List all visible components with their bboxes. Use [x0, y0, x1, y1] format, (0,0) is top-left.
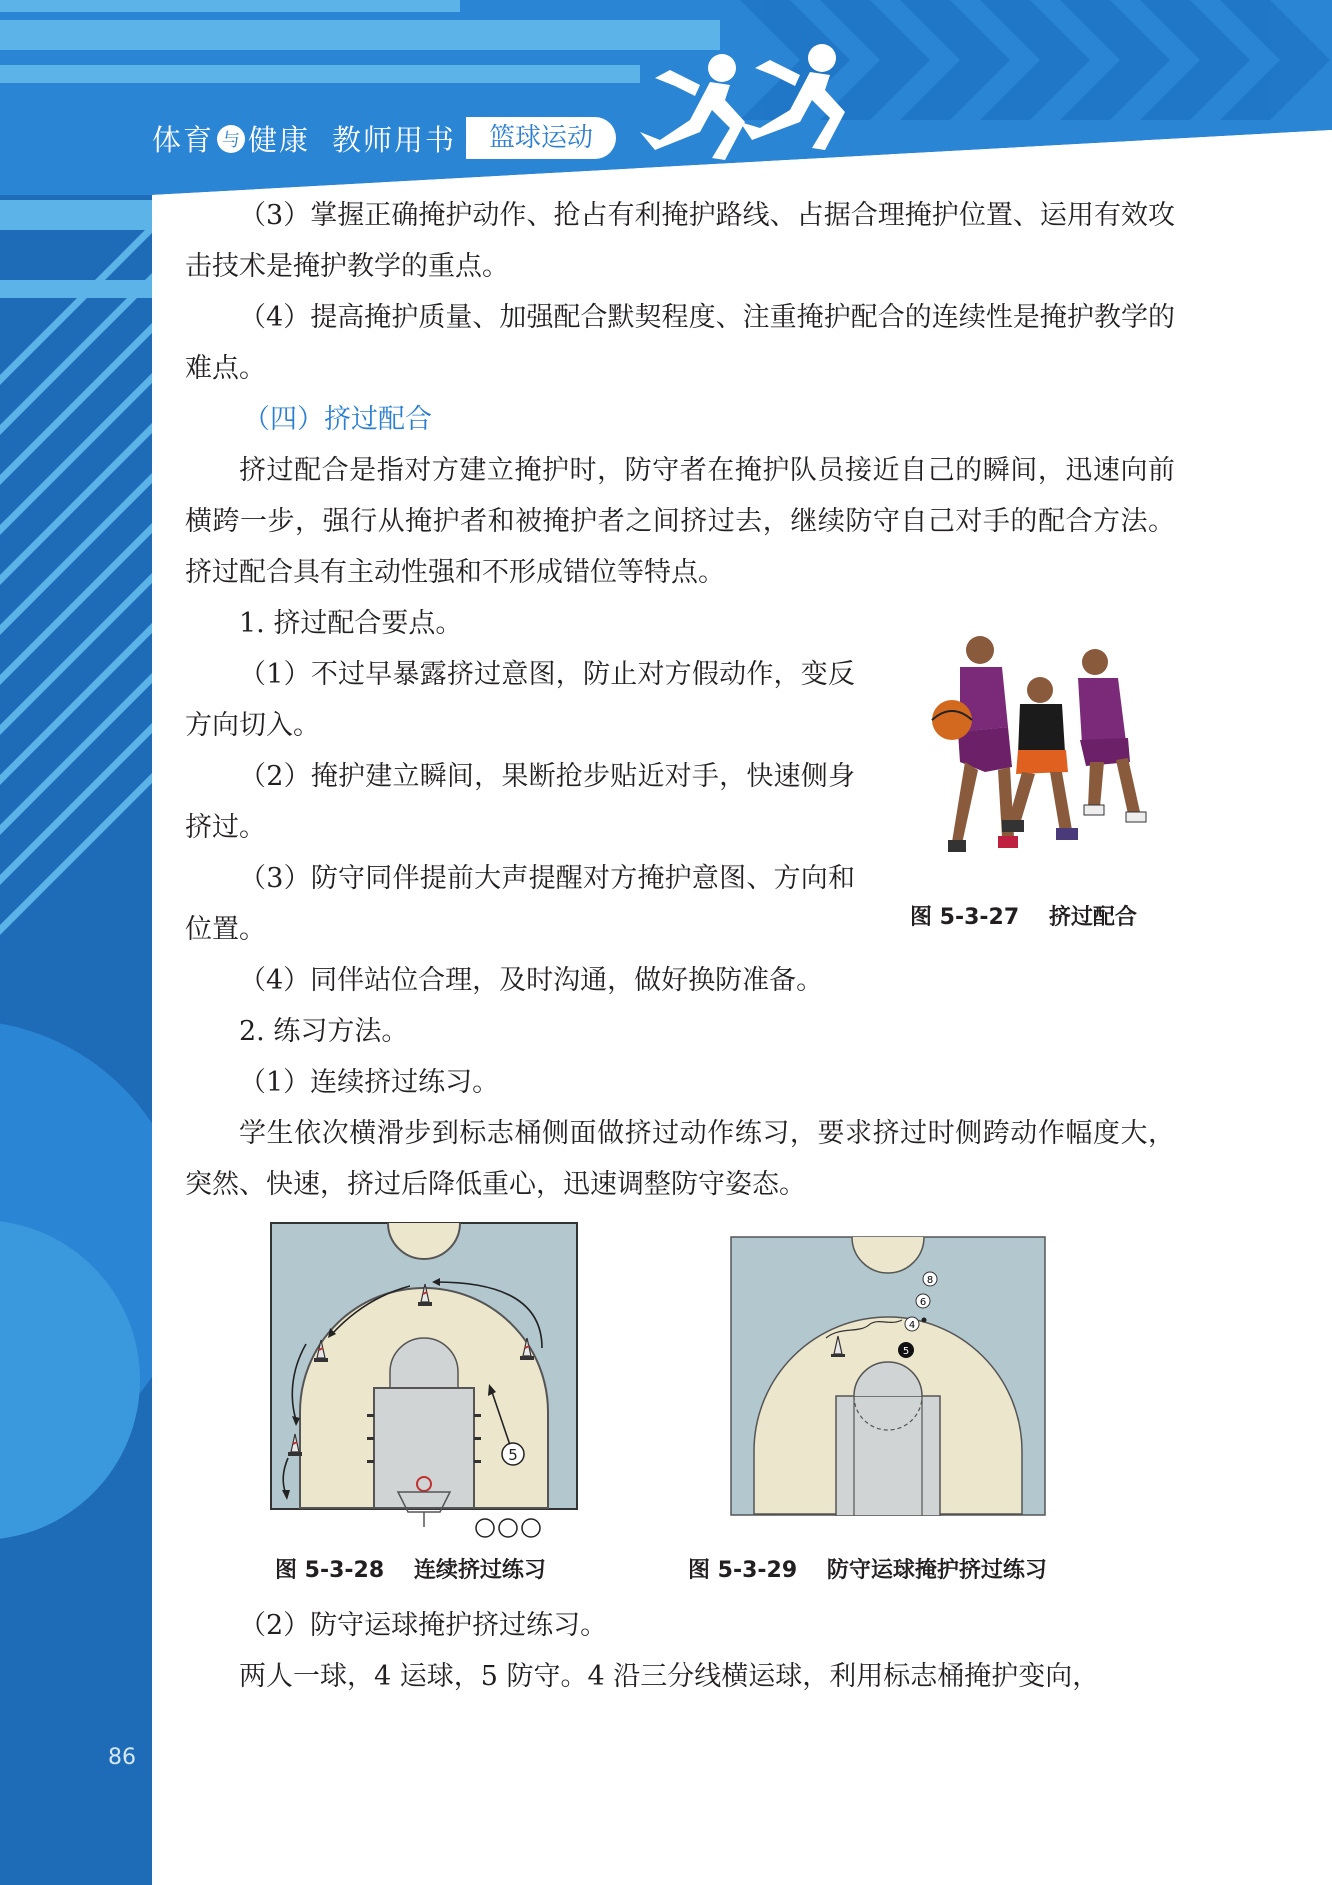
figure-number: 图 5-3-28: [275, 1558, 385, 1583]
player-label: 8: [926, 1275, 934, 1286]
figure-caption: [688, 1553, 1047, 1584]
figure-number: 图 5-3-29: [688, 1558, 798, 1583]
paragraph: 挤过配合是指对方建立掩护时，防守者在掩护队员接近自己的瞬间，迅速向前横跨一步，强行从掩护者和被掩护者之间挤过去，继续防守自己对手的配合方法。挤过配合具有主动性强和不形成错位等特点。: [185, 455, 1175, 588]
paragraph: （4）提高掩护质量、加强配合默契程度、注重掩护配合的连续性是掩护教学的难点。: [185, 302, 1175, 384]
paragraph: （3）掌握正确掩护动作、抢占有利掩护路线、占据合理掩护位置、运用有效攻击技术是掩护教学的重点。: [185, 200, 1175, 282]
section-heading: （四）挤过配合: [243, 404, 432, 435]
paragraph: 2. 练习方法。: [239, 1016, 409, 1047]
paragraph: 学生依次横滑步到标志桶侧面做挤过动作练习，要求挤过时侧跨动作幅度大，突然、快速，挤过后降低重心，迅速调整防守姿态。: [185, 1118, 1175, 1200]
diagram-dribble-screen-squeeze: [730, 1236, 1046, 1516]
player-label: 4: [908, 1320, 916, 1331]
book-title-part-2: 健康: [248, 123, 311, 157]
text-block-rest: [185, 955, 1175, 1210]
paragraph: （4）同伴站位合理，及时沟通，做好换防准备。: [239, 965, 824, 996]
chapter-tag: 篮球运动: [466, 117, 616, 159]
figure-title: 挤过配合: [1048, 905, 1137, 930]
book-title-part-3: 教师用书: [332, 123, 457, 157]
figure-caption: [910, 900, 1137, 931]
figure-number: 图 5-3-27: [910, 905, 1020, 930]
paragraph: 1. 挤过配合要点。: [239, 608, 463, 639]
paragraph: （1）不过早暴露挤过意图，防止对方假动作，变反方向切入。: [185, 659, 855, 741]
figure-title: 连续挤过练习: [413, 1558, 546, 1583]
text-block-top: [185, 190, 1175, 649]
player-label: 6: [919, 1297, 927, 1308]
player-label: 5: [902, 1346, 910, 1357]
figure-caption: [275, 1553, 546, 1584]
player-label: 5: [508, 1446, 518, 1464]
text-block-narrow: [185, 649, 855, 955]
book-title-part-1: 体育: [152, 123, 215, 157]
paragraph: （1）连续挤过练习。: [239, 1067, 500, 1098]
book-title: [152, 118, 456, 159]
paragraph: （2）防守运球掩护挤过练习。: [239, 1610, 608, 1641]
paragraph: （2）掩护建立瞬间，果断抢步贴近对手，快速侧身挤过。: [185, 761, 855, 843]
text-block-bottom: [185, 1600, 1175, 1702]
paragraph: 两人一球，4 运球，5 防守。4 沿三分线横运球，利用标志桶掩护变向，: [239, 1661, 1100, 1692]
figure-title: 防守运球掩护挤过练习: [826, 1558, 1047, 1583]
paragraph: （3）防守同伴提前大声提醒对方掩护意图、方向和位置。: [185, 863, 855, 945]
page-number: 86: [108, 1745, 136, 1770]
players-photo: [890, 632, 1170, 882]
diagram-continuous-squeeze: [270, 1222, 578, 1542]
book-title-link-badge: 与: [217, 125, 245, 153]
